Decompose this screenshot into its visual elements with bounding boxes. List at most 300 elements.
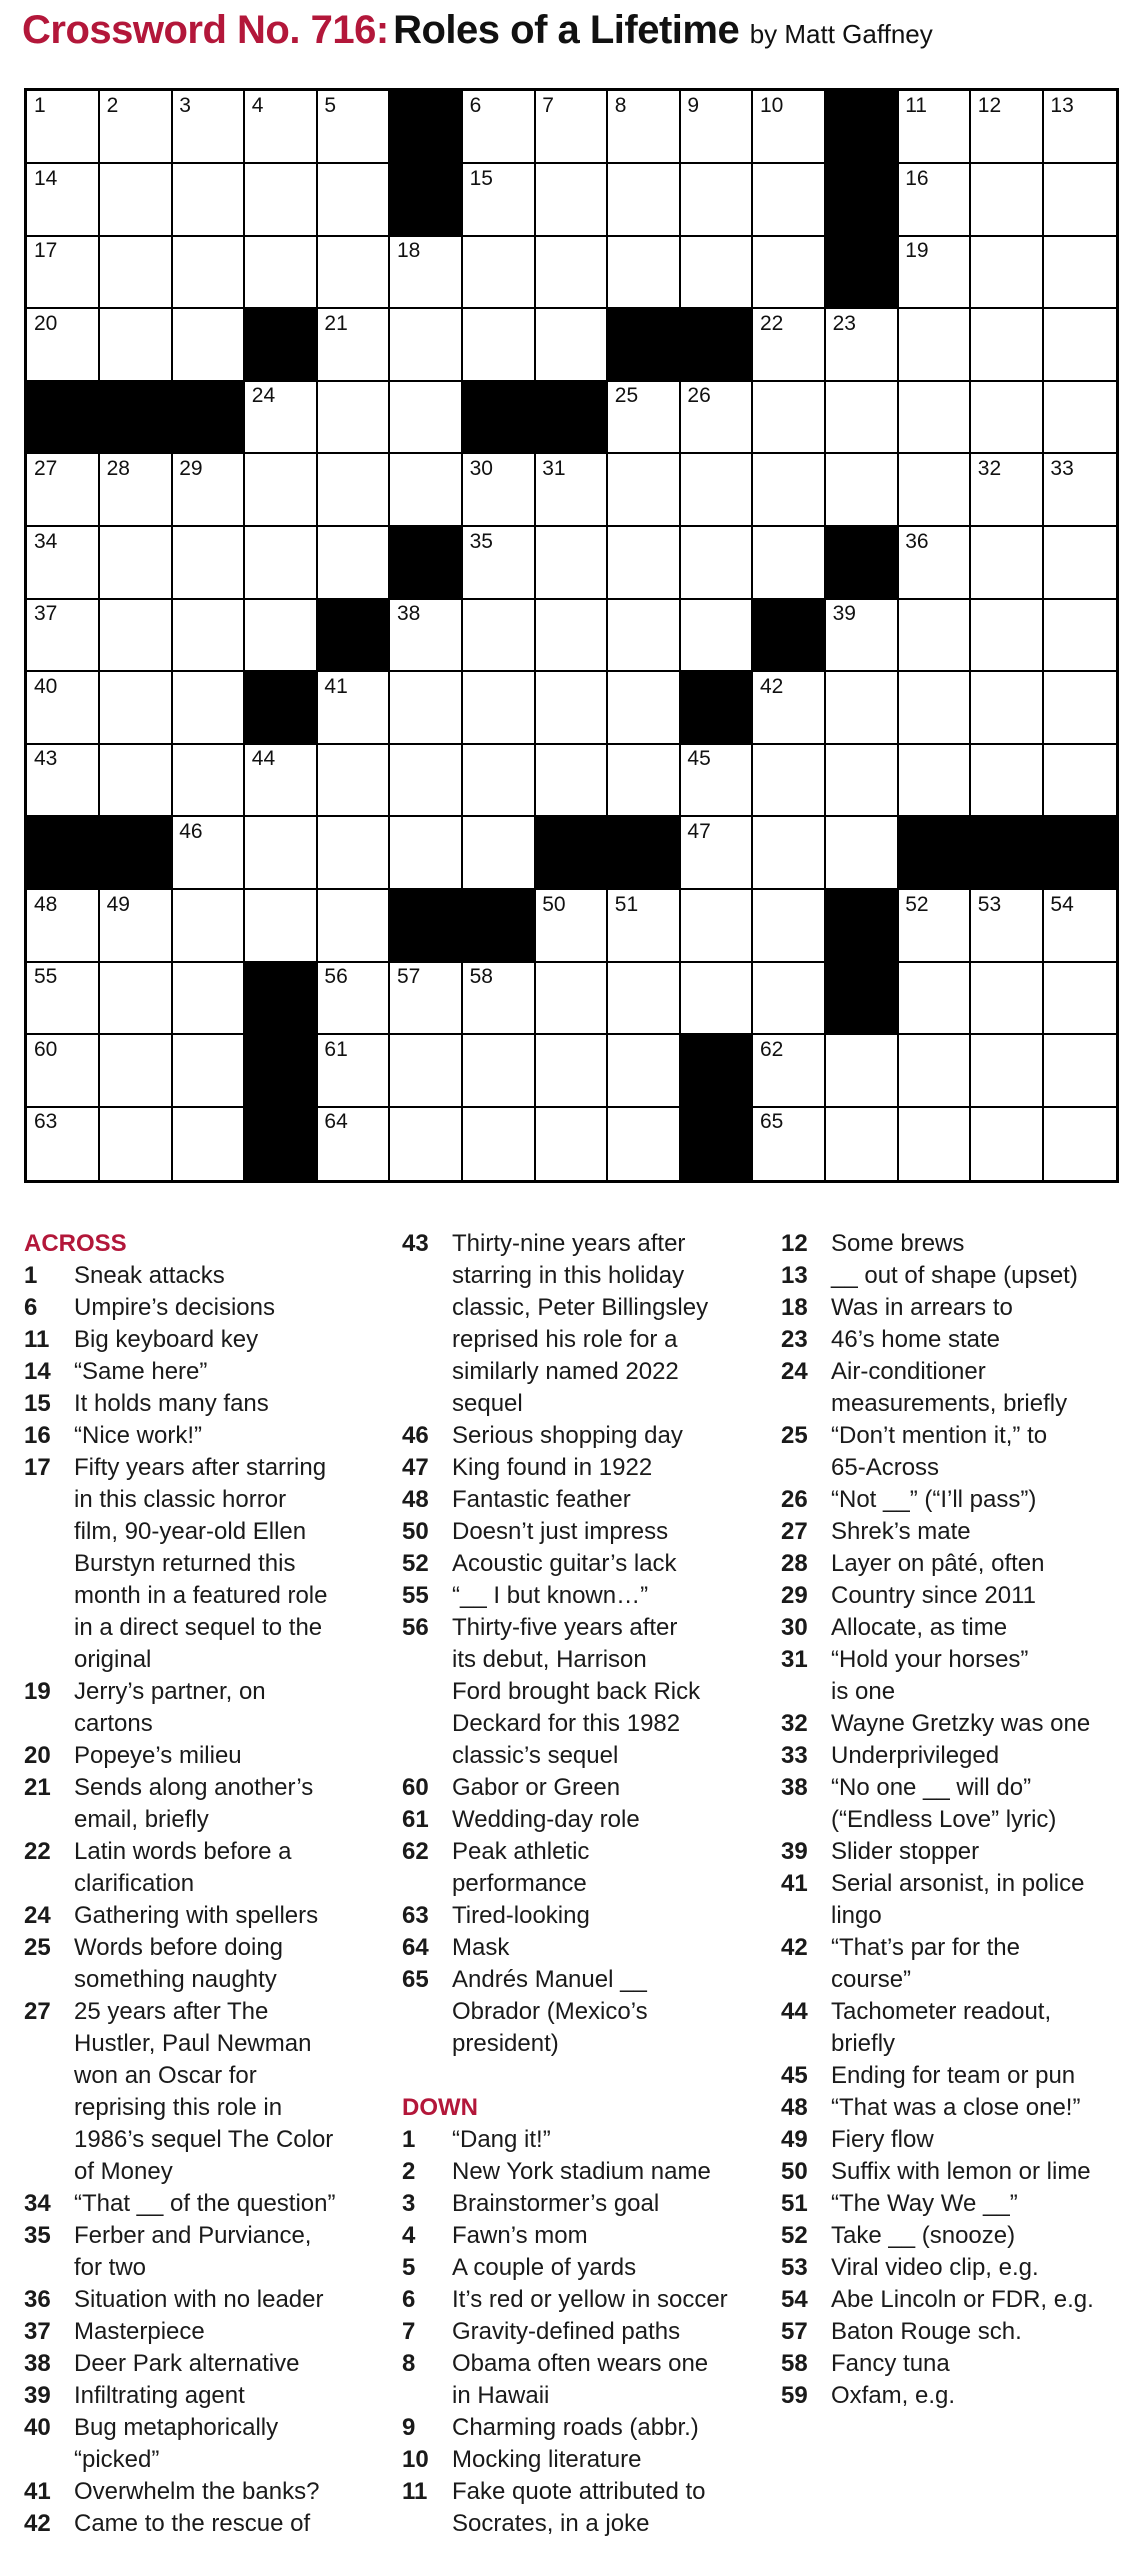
grid-cell[interactable] bbox=[753, 454, 826, 527]
grid-cell[interactable] bbox=[27, 599, 100, 672]
clue-line: “Dang it!” bbox=[452, 2126, 551, 2153]
clue-number: 46 bbox=[402, 1422, 429, 1449]
clue-line: Ford brought back Rick bbox=[452, 1678, 701, 1705]
grid-cell[interactable] bbox=[971, 454, 1044, 527]
grid-cell[interactable] bbox=[1043, 1107, 1116, 1180]
cell-number: 60 bbox=[34, 1037, 58, 1061]
grid-cell[interactable] bbox=[245, 817, 318, 890]
grid-cell[interactable] bbox=[317, 527, 390, 600]
grid-cell[interactable] bbox=[172, 962, 245, 1035]
cell-number: 34 bbox=[34, 529, 58, 553]
clue-item bbox=[402, 1900, 762, 1932]
grid-cell[interactable] bbox=[100, 1035, 173, 1108]
grid-cell[interactable] bbox=[535, 890, 608, 963]
grid-cell[interactable] bbox=[608, 1107, 681, 1180]
clue-number: 40 bbox=[24, 2414, 51, 2441]
clue-number: 30 bbox=[781, 1614, 808, 1641]
grid-cell[interactable] bbox=[390, 672, 463, 745]
clue-text bbox=[452, 1452, 762, 1484]
grid-cell[interactable] bbox=[826, 817, 899, 890]
clue-number: 25 bbox=[24, 1934, 51, 1961]
black-square bbox=[535, 817, 608, 890]
grid-cell[interactable] bbox=[27, 454, 100, 527]
grid-cell[interactable] bbox=[608, 962, 681, 1035]
grid-cell[interactable] bbox=[100, 599, 173, 672]
grid-cell[interactable] bbox=[317, 236, 390, 309]
grid-cell[interactable] bbox=[100, 1107, 173, 1180]
grid-cell[interactable] bbox=[27, 1035, 100, 1108]
clue-line: sequel bbox=[452, 1390, 523, 1417]
grid-cell[interactable] bbox=[390, 236, 463, 309]
grid-cell[interactable] bbox=[245, 454, 318, 527]
clue-text bbox=[831, 1228, 1131, 1260]
grid-cell[interactable] bbox=[680, 381, 753, 454]
grid-cell[interactable] bbox=[390, 744, 463, 817]
clue-line: of Money bbox=[74, 2158, 173, 2185]
clue-line: classic, Peter Billingsley bbox=[452, 1294, 709, 1321]
grid-cell[interactable] bbox=[971, 744, 1044, 817]
clue-line: Obama often wears one bbox=[452, 2350, 709, 2377]
grid-cell[interactable] bbox=[535, 91, 608, 164]
clue-line: Wayne Gretzky was one bbox=[831, 1710, 1091, 1737]
clue-line: Obrador (Mexico’s bbox=[452, 1998, 648, 2025]
grid-cell[interactable] bbox=[27, 164, 100, 237]
grid-cell[interactable] bbox=[463, 454, 536, 527]
clue-number: 63 bbox=[402, 1902, 429, 1929]
grid-cell[interactable] bbox=[27, 309, 100, 382]
cell-number: 16 bbox=[905, 166, 929, 190]
grid-cell[interactable] bbox=[172, 91, 245, 164]
grid-cell[interactable] bbox=[753, 672, 826, 745]
clue-number: 6 bbox=[402, 2286, 416, 2313]
grid-cell[interactable] bbox=[898, 890, 971, 963]
grid-cell[interactable] bbox=[1043, 381, 1116, 454]
grid-cell[interactable] bbox=[753, 962, 826, 1035]
grid-cell[interactable] bbox=[535, 236, 608, 309]
clue-number: 52 bbox=[402, 1550, 429, 1577]
cell-number: 21 bbox=[324, 311, 348, 335]
clue-number: 20 bbox=[24, 1742, 51, 1769]
clue-text bbox=[74, 1772, 374, 1836]
grid-cell[interactable] bbox=[172, 527, 245, 600]
clue-line: Tachometer readout, bbox=[831, 1998, 1052, 2025]
grid-cell[interactable] bbox=[172, 817, 245, 890]
grid-cell[interactable] bbox=[608, 91, 681, 164]
clue-number: 43 bbox=[402, 1230, 429, 1257]
grid-cell[interactable] bbox=[317, 164, 390, 237]
grid-cell[interactable] bbox=[245, 890, 318, 963]
clue-number: 50 bbox=[781, 2158, 808, 2185]
black-square bbox=[100, 381, 173, 454]
clue-item bbox=[781, 1260, 1131, 1292]
grid-cell[interactable] bbox=[463, 164, 536, 237]
clue-text bbox=[74, 2380, 374, 2412]
clue-line: A couple of yards bbox=[452, 2254, 637, 2281]
grid-cell[interactable] bbox=[27, 91, 100, 164]
grid-cell[interactable] bbox=[100, 91, 173, 164]
clue-number: 39 bbox=[24, 2382, 51, 2409]
grid-cell[interactable] bbox=[390, 1107, 463, 1180]
grid-cell[interactable] bbox=[463, 91, 536, 164]
clue-number: 49 bbox=[781, 2126, 808, 2153]
grid-cell[interactable] bbox=[971, 309, 1044, 382]
grid-cell[interactable] bbox=[680, 962, 753, 1035]
clue-line: Big keyboard key bbox=[74, 1326, 259, 1353]
grid-cell[interactable] bbox=[680, 164, 753, 237]
grid-cell[interactable] bbox=[753, 817, 826, 890]
grid-cell[interactable] bbox=[317, 1035, 390, 1108]
grid-cell[interactable] bbox=[390, 599, 463, 672]
grid-cell[interactable] bbox=[898, 309, 971, 382]
grid-cell[interactable] bbox=[535, 744, 608, 817]
clue-item bbox=[781, 1548, 1131, 1580]
clue-number: 65 bbox=[402, 1966, 429, 1993]
grid-cell[interactable] bbox=[826, 1035, 899, 1108]
grid-cell[interactable] bbox=[27, 527, 100, 600]
grid-cell[interactable] bbox=[826, 454, 899, 527]
grid-cell[interactable] bbox=[608, 236, 681, 309]
grid-cell[interactable] bbox=[463, 817, 536, 890]
clue-number: 52 bbox=[781, 2222, 808, 2249]
grid-cell[interactable] bbox=[100, 527, 173, 600]
grid-cell[interactable] bbox=[463, 744, 536, 817]
grid-cell[interactable] bbox=[971, 91, 1044, 164]
clue-line: Fiery flow bbox=[831, 2126, 934, 2153]
grid-cell[interactable] bbox=[753, 527, 826, 600]
clue-line: Umpire’s decisions bbox=[74, 1294, 275, 1321]
grid-cell[interactable] bbox=[27, 236, 100, 309]
grid-cell[interactable] bbox=[535, 672, 608, 745]
grid-cell[interactable] bbox=[826, 672, 899, 745]
clue-text bbox=[831, 1292, 1131, 1324]
grid-cell[interactable] bbox=[1043, 527, 1116, 600]
grid-cell[interactable] bbox=[535, 962, 608, 1035]
clue-line: president) bbox=[452, 2030, 559, 2057]
grid-cell[interactable] bbox=[390, 1035, 463, 1108]
grid-cell[interactable] bbox=[680, 91, 753, 164]
black-square bbox=[463, 381, 536, 454]
grid-cell[interactable] bbox=[390, 309, 463, 382]
black-square bbox=[535, 381, 608, 454]
clue-line: Sneak attacks bbox=[74, 1262, 225, 1289]
grid-cell[interactable] bbox=[971, 962, 1044, 1035]
grid-cell[interactable] bbox=[535, 454, 608, 527]
grid-cell[interactable] bbox=[753, 1107, 826, 1180]
clue-line: Ending for team or pun bbox=[831, 2062, 1076, 2089]
grid-cell[interactable] bbox=[898, 962, 971, 1035]
grid-cell[interactable] bbox=[317, 454, 390, 527]
grid-cell[interactable] bbox=[100, 744, 173, 817]
cell-number: 26 bbox=[687, 384, 711, 408]
grid-cell[interactable] bbox=[680, 744, 753, 817]
grid-cell[interactable] bbox=[753, 890, 826, 963]
grid-cell[interactable] bbox=[463, 672, 536, 745]
grid-cell[interactable] bbox=[172, 164, 245, 237]
grid-cell[interactable] bbox=[753, 744, 826, 817]
grid-cell[interactable] bbox=[608, 454, 681, 527]
grid-cell[interactable] bbox=[898, 599, 971, 672]
grid-cell[interactable] bbox=[971, 599, 1044, 672]
grid-cell[interactable] bbox=[898, 527, 971, 600]
grid-cell[interactable] bbox=[535, 527, 608, 600]
grid-cell[interactable] bbox=[317, 309, 390, 382]
clue-column-2 bbox=[402, 1228, 762, 2540]
cell-number: 41 bbox=[324, 674, 348, 698]
grid-cell[interactable] bbox=[245, 599, 318, 672]
grid-cell[interactable] bbox=[1043, 890, 1116, 963]
grid-cell[interactable] bbox=[172, 744, 245, 817]
clue-item bbox=[781, 1612, 1131, 1644]
black-square bbox=[100, 817, 173, 890]
grid-cell[interactable] bbox=[680, 236, 753, 309]
grid-cell[interactable] bbox=[245, 527, 318, 600]
grid-cell[interactable] bbox=[608, 381, 681, 454]
clue-text bbox=[831, 2252, 1131, 2284]
grid-cell[interactable] bbox=[390, 817, 463, 890]
grid-cell[interactable] bbox=[971, 1107, 1044, 1180]
grid-cell[interactable] bbox=[100, 672, 173, 745]
grid-cell[interactable] bbox=[317, 962, 390, 1035]
grid-cell[interactable] bbox=[463, 599, 536, 672]
grid-cell[interactable] bbox=[971, 1035, 1044, 1108]
grid-cell[interactable] bbox=[1043, 91, 1116, 164]
clue-number: 39 bbox=[781, 1838, 808, 1865]
grid-cell[interactable] bbox=[172, 1107, 245, 1180]
grid-cell[interactable] bbox=[463, 309, 536, 382]
clue-number: 22 bbox=[24, 1838, 51, 1865]
grid-cell[interactable] bbox=[27, 890, 100, 963]
grid-cell[interactable] bbox=[608, 890, 681, 963]
grid-cell[interactable] bbox=[753, 91, 826, 164]
grid-cell[interactable] bbox=[100, 890, 173, 963]
clue-number: 8 bbox=[402, 2350, 416, 2377]
clue-number: 44 bbox=[781, 1998, 808, 2025]
clue-line: film, 90-year-old Ellen bbox=[74, 1518, 307, 1545]
grid-cell[interactable] bbox=[172, 599, 245, 672]
grid-cell[interactable] bbox=[172, 890, 245, 963]
grid-cell[interactable] bbox=[27, 744, 100, 817]
grid-cell[interactable] bbox=[971, 236, 1044, 309]
grid-cell[interactable] bbox=[317, 817, 390, 890]
clue-line: “That __ of the question” bbox=[74, 2190, 336, 2217]
grid-cell[interactable] bbox=[898, 1107, 971, 1180]
grid-cell[interactable] bbox=[826, 599, 899, 672]
grid-cell[interactable] bbox=[608, 164, 681, 237]
clue-line: Overwhelm the banks? bbox=[74, 2478, 320, 2505]
clue-item bbox=[402, 2156, 762, 2188]
clue-line: performance bbox=[452, 1870, 587, 1897]
grid-cell[interactable] bbox=[390, 962, 463, 1035]
clue-item bbox=[24, 1388, 374, 1420]
grid-cell[interactable] bbox=[245, 381, 318, 454]
clue-line: “That was a close one!” bbox=[831, 2094, 1081, 2121]
clue-number: 48 bbox=[402, 1486, 429, 1513]
clue-number: 45 bbox=[781, 2062, 808, 2089]
grid-cell[interactable] bbox=[172, 236, 245, 309]
grid-cell[interactable] bbox=[100, 236, 173, 309]
clue-line: lingo bbox=[831, 1902, 882, 1929]
grid-cell[interactable] bbox=[680, 527, 753, 600]
clue-number: 6 bbox=[24, 1294, 38, 1321]
grid-cell[interactable] bbox=[1043, 672, 1116, 745]
grid-cell[interactable] bbox=[680, 454, 753, 527]
grid-cell[interactable] bbox=[245, 164, 318, 237]
clue-text bbox=[831, 1324, 1131, 1356]
grid-cell[interactable] bbox=[753, 381, 826, 454]
grid-cell[interactable] bbox=[27, 962, 100, 1035]
grid-cell[interactable] bbox=[680, 817, 753, 890]
grid-cell[interactable] bbox=[826, 744, 899, 817]
clue-item bbox=[781, 2220, 1131, 2252]
clue-line: Thirty-nine years after bbox=[452, 1230, 686, 1257]
grid-cell[interactable] bbox=[535, 1107, 608, 1180]
grid-cell[interactable] bbox=[608, 672, 681, 745]
grid-cell[interactable] bbox=[753, 309, 826, 382]
grid-cell[interactable] bbox=[172, 1035, 245, 1108]
grid-cell[interactable] bbox=[245, 91, 318, 164]
grid-cell[interactable] bbox=[535, 599, 608, 672]
grid-cell[interactable] bbox=[172, 309, 245, 382]
grid-cell[interactable] bbox=[100, 454, 173, 527]
clue-line: “Nice work!” bbox=[74, 1422, 203, 1449]
clue-item bbox=[781, 1516, 1131, 1548]
grid-cell[interactable] bbox=[1043, 599, 1116, 672]
grid-cell[interactable] bbox=[463, 1035, 536, 1108]
grid-cell[interactable] bbox=[535, 164, 608, 237]
grid-cell[interactable] bbox=[971, 672, 1044, 745]
grid-cell[interactable] bbox=[463, 962, 536, 1035]
grid-cell[interactable] bbox=[245, 744, 318, 817]
grid-cell[interactable] bbox=[463, 527, 536, 600]
grid-cell[interactable] bbox=[317, 744, 390, 817]
cell-number: 38 bbox=[397, 602, 421, 626]
grid-cell[interactable] bbox=[1043, 454, 1116, 527]
grid-cell[interactable] bbox=[898, 164, 971, 237]
grid-cell[interactable] bbox=[898, 91, 971, 164]
grid-cell[interactable] bbox=[27, 672, 100, 745]
grid-cell[interactable] bbox=[898, 454, 971, 527]
clue-number: 55 bbox=[402, 1582, 429, 1609]
clue-text bbox=[452, 1548, 762, 1580]
grid-cell[interactable] bbox=[898, 672, 971, 745]
grid-cell[interactable] bbox=[608, 527, 681, 600]
clue-line: Thirty-five years after bbox=[452, 1614, 678, 1641]
grid-cell[interactable] bbox=[317, 890, 390, 963]
black-square bbox=[753, 599, 826, 672]
grid-cell[interactable] bbox=[971, 890, 1044, 963]
grid-cell[interactable] bbox=[535, 309, 608, 382]
grid-cell[interactable] bbox=[826, 1107, 899, 1180]
clue-item bbox=[402, 1932, 762, 1964]
clue-item bbox=[781, 2060, 1131, 2092]
grid-cell[interactable] bbox=[100, 164, 173, 237]
grid-cell[interactable] bbox=[826, 381, 899, 454]
grid-cell[interactable] bbox=[463, 1107, 536, 1180]
cell-number: 10 bbox=[760, 94, 784, 117]
grid-cell[interactable] bbox=[463, 236, 536, 309]
clue-line: Was in arrears to bbox=[831, 1294, 1013, 1321]
grid-cell[interactable] bbox=[317, 672, 390, 745]
grid-cell[interactable] bbox=[100, 962, 173, 1035]
clue-number: 31 bbox=[781, 1646, 808, 1673]
grid-cell[interactable] bbox=[535, 1035, 608, 1108]
clue-item bbox=[781, 2284, 1131, 2316]
grid-cell[interactable] bbox=[1043, 744, 1116, 817]
grid-cell[interactable] bbox=[680, 890, 753, 963]
clue-number: 27 bbox=[24, 1998, 51, 2025]
clue-number: 61 bbox=[402, 1806, 429, 1833]
grid-cell[interactable] bbox=[317, 381, 390, 454]
clue-line: in a direct sequel to the bbox=[74, 1614, 323, 1641]
cell-number: 55 bbox=[34, 965, 58, 989]
clue-line: Underprivileged bbox=[831, 1742, 1000, 1769]
clue-number: 51 bbox=[781, 2190, 808, 2217]
grid-cell[interactable] bbox=[390, 381, 463, 454]
grid-cell[interactable] bbox=[971, 381, 1044, 454]
clue-item bbox=[402, 1452, 762, 1484]
grid-cell[interactable] bbox=[608, 1035, 681, 1108]
clue-line: Serious shopping day bbox=[452, 1422, 683, 1449]
grid-cell[interactable] bbox=[390, 454, 463, 527]
grid-cell[interactable] bbox=[172, 672, 245, 745]
grid-cell[interactable] bbox=[317, 91, 390, 164]
clue-item bbox=[24, 1292, 374, 1324]
grid-cell[interactable] bbox=[826, 309, 899, 382]
cell-number: 31 bbox=[542, 457, 566, 480]
clue-item bbox=[781, 2380, 1131, 2412]
grid-cell[interactable] bbox=[1043, 236, 1116, 309]
grid-cell[interactable] bbox=[317, 1107, 390, 1180]
grid-cell[interactable] bbox=[1043, 1035, 1116, 1108]
grid-cell[interactable] bbox=[1043, 164, 1116, 237]
grid-cell[interactable] bbox=[753, 1035, 826, 1108]
cell-number: 2 bbox=[106, 94, 119, 117]
clue-item bbox=[24, 2412, 374, 2476]
grid-cell[interactable] bbox=[245, 236, 318, 309]
grid-cell[interactable] bbox=[898, 236, 971, 309]
grid-cell[interactable] bbox=[753, 236, 826, 309]
clue-item bbox=[781, 2316, 1131, 2348]
clue-line: Socrates, in a joke bbox=[452, 2510, 650, 2537]
grid-cell[interactable] bbox=[680, 599, 753, 672]
grid-cell[interactable] bbox=[753, 164, 826, 237]
clue-line: Fake quote attributed to bbox=[452, 2478, 706, 2505]
grid-cell[interactable] bbox=[100, 309, 173, 382]
clue-text bbox=[452, 2252, 762, 2284]
clue-line: Tired-looking bbox=[452, 1902, 590, 1929]
grid-cell[interactable] bbox=[898, 1035, 971, 1108]
clue-item bbox=[781, 1932, 1131, 1996]
grid-cell[interactable] bbox=[608, 744, 681, 817]
clue-line: Take __ (snooze) bbox=[831, 2222, 1016, 2249]
clue-text bbox=[74, 1740, 374, 1772]
clue-line: Burstyn returned this bbox=[74, 1550, 296, 1577]
clue-text bbox=[74, 1900, 374, 1932]
clue-line: in this classic horror bbox=[74, 1486, 287, 1513]
clue-line: Slider stopper bbox=[831, 1838, 980, 1865]
grid-cell[interactable] bbox=[898, 744, 971, 817]
clue-number: 13 bbox=[781, 1262, 808, 1289]
grid-cell[interactable] bbox=[1043, 309, 1116, 382]
grid-cell[interactable] bbox=[1043, 962, 1116, 1035]
grid-cell[interactable] bbox=[898, 381, 971, 454]
grid-cell[interactable] bbox=[27, 1107, 100, 1180]
clue-text bbox=[74, 2412, 374, 2476]
grid-cell[interactable] bbox=[608, 599, 681, 672]
grid-cell[interactable] bbox=[172, 454, 245, 527]
grid-cell[interactable] bbox=[971, 527, 1044, 600]
grid-cell[interactable] bbox=[971, 164, 1044, 237]
